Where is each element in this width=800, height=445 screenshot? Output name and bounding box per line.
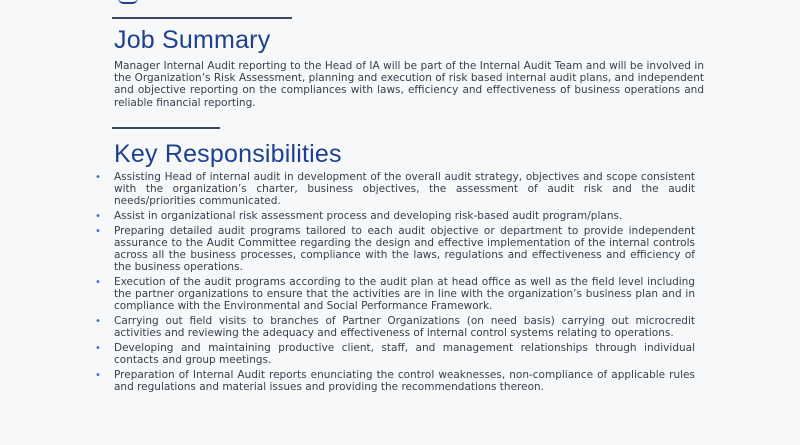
responsibility-text: Assisting Head of internal audit in development of the overall audit strategy, objectives and scope consistent with the organization’s charter, business objectives, the assessment of audit risk and the audit needs/priorities communicated. xyxy=(114,171,695,207)
job-summary-text: Manager Internal Audit reporting to the Head of IA will be part of the Internal Audit Team and will be involved in the Organization’s Risk Assessment, planning and execution of risk based internal audit plans, and independent and objective reporting on the compliances with laws, efficiency and effectiveness of business operations and reliable financial reporting. xyxy=(114,60,704,109)
list-item xyxy=(95,277,695,313)
responsibility-text: Execution of the audit programs according to the audit plan at head office as well as the field level including the partner organizations to ensure that the activities are in line with the organization’s business plan and in compliance with the Environmental and Social Performance Framework. xyxy=(114,275,695,312)
bullet-icon: • xyxy=(95,315,101,327)
responsibility-text: Developing and maintaining productive client, staff, and management relationships through individual contacts and group meetings. xyxy=(114,341,695,366)
list-item xyxy=(95,316,695,340)
bullet-icon: • xyxy=(95,342,101,354)
responsibilities-list xyxy=(95,172,695,397)
bullet-icon: • xyxy=(95,172,101,183)
list-item xyxy=(95,211,695,223)
bullet-icon: • xyxy=(95,226,101,237)
bullet-icon: • xyxy=(95,276,101,288)
job-summary-heading: Job Summary xyxy=(114,26,271,54)
list-item xyxy=(95,370,695,394)
responsibility-text: Preparing detailed audit programs tailored to each audit objective or department to provide independent assurance to the Audit Committee regarding the design and effective implementation of the internal controls across all the business processes, compliance with the laws, regulations and effectiveness and efficiency of the business operations. xyxy=(114,225,695,273)
list-item xyxy=(95,226,695,274)
bullet-icon: • xyxy=(95,210,101,222)
bullet-icon: • xyxy=(95,369,101,381)
responsibility-text: Preparation of Internal Audit reports enunciating the control weaknesses, non-compliance of applicable rules and regulations and material issues and providing the recommendations thereon. xyxy=(114,368,695,393)
section-divider-middle xyxy=(112,127,220,129)
responsibility-text: Carrying out field visits to branches of Partner Organizations (on need basis) carrying out microcredit activities and reviewing the adequacy and effectiveness of internal control systems relating to operations. xyxy=(114,314,695,339)
key-responsibilities-heading: Key Responsibilities xyxy=(114,140,342,168)
list-item xyxy=(95,172,695,208)
section-divider-top xyxy=(112,17,292,19)
responsibility-text: Assist in organizational risk assessment process and developing risk-based audit program/plans. xyxy=(114,209,623,222)
list-item xyxy=(95,343,695,367)
cropped-heading-fragment xyxy=(118,0,138,4)
